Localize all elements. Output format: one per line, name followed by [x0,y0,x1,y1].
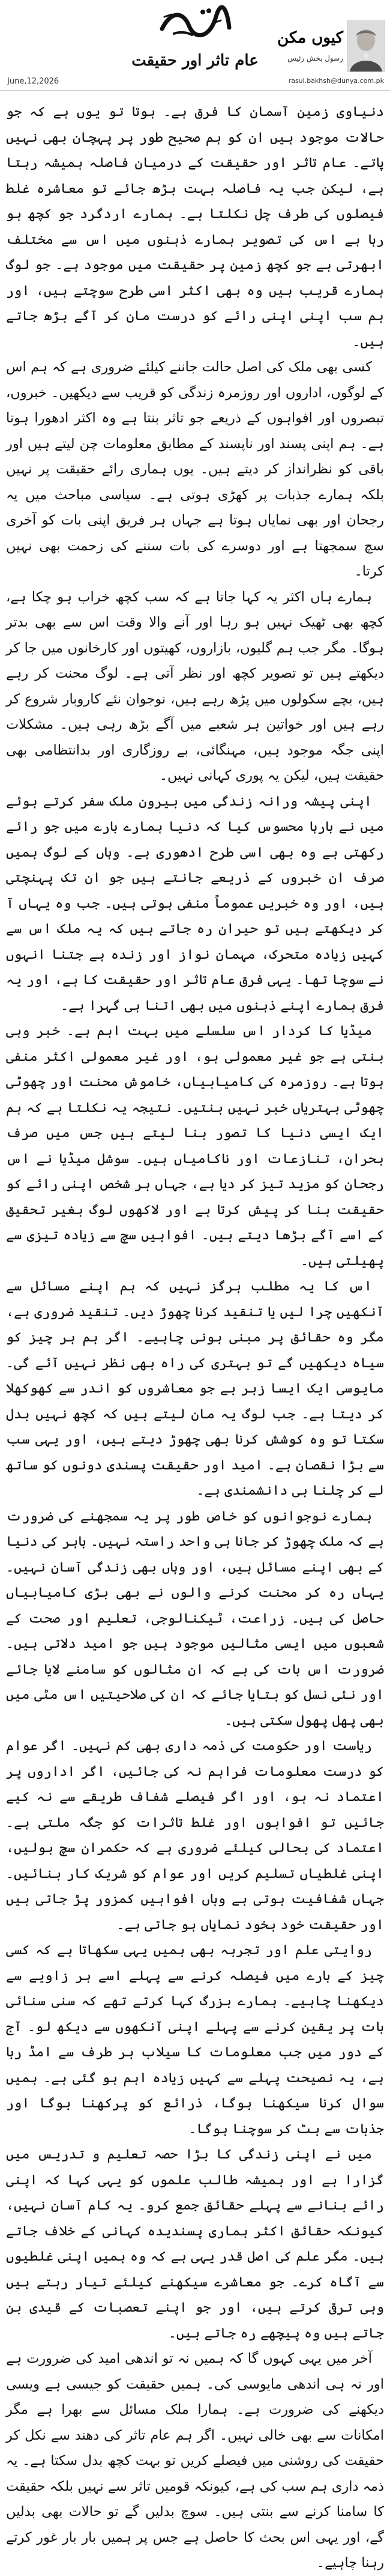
article-paragraph: کسی بھی ملک کی اصل حالت جاننے کیلئے ضروری ہے کہ ہم اس کے لوگوں، اداروں اور روزمرہ زندگی کو قریب سے دیکھیں۔ خبروں، تبصروں اور افواہوں کے ذریعے جو تاثر بنتا ہے وہ اکثر ادھورا ہوتا ہے۔ ہم اپنی پسند اور ناپسند کے مطابق معلومات چن لیتے ہیں اور باقی کو نظرانداز کر دیتے ہیں۔ یوں ہماری رائے حقیقت پر نہیں بلکہ ہمارے جذبات پر کھڑی ہوتی ہے۔ سیاسی مباحث میں یہ رجحان اور بھی نمایاں ہوتا ہے جہاں ہر فریق اپنی بات کو آخری سچ سمجھتا ہے اور دوسرے کی بات سننے کی زحمت بھی نہیں کرتا۔ [6,359,384,579]
article-paragraph: ہمارے نوجوانوں کو خاص طور پر یہ سمجھنے کی ضرورت ہے کہ ملک چھوڑ کر جانا ہی واحد راستہ نہیں۔ باہر کی دنیا کے بھی اپنے مسائل ہیں، اور وہاں بھی زندگی آسان نہیں۔ یہاں رہ کر محنت کرنے والوں نے بھی بڑی کامیابیاں حاصل کی ہیں۔ زراعت، ٹیکنالوجی، تعلیم اور صحت کے شعبوں میں ایسی مثالیں موجود ہیں جو امید دلاتی ہیں۔ ضرورت اس بات کی ہے کہ ان مثالوں کو سامنے لایا جائے اور نئی نسل کو بتایا جائے کہ ان کی صلاحیتیں اس مٹی میں بھی پھل پھول سکتی ہیں۔ [6,1508,384,1728]
article-paragraph: اپنی پیشہ ورانہ زندگی میں بیرون ملک سفر کرتے ہوئے میں نے بارہا محسوس کیا کہ دنیا ہمارے بارے میں جو رائے رکھتی ہے وہ بھی اسی طرح ادھوری ہے۔ وہاں کے لوگ ہمیں صرف ان خبروں کے ذریعے جانتے ہیں جو ان تک پہنچتی ہیں، اور وہ خبریں عموماً منفی ہوتی ہیں۔ جب وہ یہاں آ کر دیکھتے ہیں تو حیران رہ جاتے ہیں کہ یہ ملک اس سے کہیں زیادہ متحرک، مہمان نواز اور زندہ ہے جتنا انہوں نے سوچا تھا۔ یہی فرق عام تاثر اور حقیقت کا ہے، اور یہ فرق ہمارے اپنے ذہنوں میں بھی اتنا ہی گہرا ہے۔ [6,793,384,1013]
article-paragraph: روایتی علم اور تجربہ بھی ہمیں یہی سکھاتا ہے کہ کسی چیز کے بارے میں فیصلہ کرنے سے پہلے اسے ہر زاویے سے دیکھنا چاہیے۔ ہمارے بزرگ کہا کرتے تھے کہ سنی سنائی بات پر یقین کرنے سے پہلے اپنی آنکھوں سے دیکھ لو۔ آج کے دور میں جب معلومات کا سیلاب ہر طرف سے امڈ رہا ہے، یہ نصیحت پہلے سے کہیں زیادہ اہم ہو گئی ہے۔ ہمیں سوال کرنا سیکھنا ہوگا، ذرائع کو پرکھنا ہوگا اور جذبات سے ہٹ کر سوچنا ہوگا۔ [6,1942,384,2137]
publish-date: June,12,2026 [7,77,59,86]
article-paragraph: میں نے اپنی زندگی کا بڑا حصہ تعلیم و تدریس میں گزارا ہے اور ہمیشہ طالب علموں کو یہی کہا کہ اپنی رائے بنانے سے پہلے حقائق جمع کرو۔ یہ کام آسان نہیں، کیونکہ حقائق اکثر ہماری پسندیدہ کہانی کے خلاف جاتے ہیں۔ مگر علم کی اصل قدر یہی ہے کہ وہ ہمیں اپنی غلطیوں سے آگاہ کرے۔ جو معاشرے سیکھنے کیلئے تیار رہتے ہیں وہی ترقی کرتے ہیں، اور جو اپنے تعصبات کے قیدی بن جاتے ہیں وہ پیچھے رہ جاتے ہیں۔ [6,2146,384,2341]
article-paragraph: ہمارے ہاں اکثر یہ کہا جاتا ہے کہ سب کچھ خراب ہو چکا ہے، کچھ بھی ٹھیک نہیں ہو رہا اور آنے والا وقت اس سے بھی بدتر ہوگا۔ مگر جب ہم گلیوں، بازاروں، کھیتوں اور کارخانوں میں جا کر دیکھتے ہیں تو تصویر کچھ اور نظر آتی ہے۔ لوگ محنت کر رہے ہیں، بچے سکولوں میں پڑھ رہے ہیں، نوجوان نئے کاروبار شروع کر رہے ہیں اور خواتین ہر شعبے میں آگے بڑھ رہی ہیں۔ مشکلات اپنی جگہ موجود ہیں، مہنگائی، بے روزگاری اور بدانتظامی بھی حقیقت ہیں، لیکن یہ پوری کہانی نہیں۔ [6,589,384,783]
masthead [0,0,390,72]
author-email[interactable]: rasul.bakhsh@dunya.com.pk [288,77,384,85]
page-title: عام تاثر اور حقیقت [131,52,259,70]
article-body [0,91,390,2576]
article-paragraph: اس کا یہ مطلب ہرگز نہیں کہ ہم اپنے مسائل سے آنکھیں چرا لیں یا تنقید کرنا چھوڑ دیں۔ تنقید ضروری ہے، مگر وہ حقائق پر مبنی ہونی چاہیے۔ اگر ہم ہر چیز کو سیاہ دیکھیں گے تو بہتری کی راہ بھی نظر نہیں آئے گی۔ مایوسی ایک ایسا زہر ہے جو معاشروں کو اندر سے کھوکھلا کر دیتا ہے۔ جب لوگ یہ مان لیتے ہیں کہ کچھ نہیں بدل سکتا تو وہ کوشش کرنا بھی چھوڑ دیتے ہیں، اور یہی سب سے بڑا نقصان ہے۔ امید اور حقیقت پسندی دونوں کو ساتھ لے کر چلنا ہی دانشمندی ہے۔ [6,1278,384,1498]
article-paragraph: ریاست اور حکومت کی ذمہ داری بھی کم نہیں۔ اگر عوام کو درست معلومات فراہم نہ کی جائیں، اگر اداروں پر اعتماد نہ ہو، اور اگر فیصلے شفاف طریقے سے نہ کیے جائیں تو افواہوں اور غلط تاثرات کو جگہ ملتی ہے۔ اعتماد کی بحالی کیلئے ضروری ہے کہ حکمران سچ بولیں، اپنی غلطیاں تسلیم کریں اور عوام کو شریک کار بنائیں۔ جہاں شفافیت ہوتی ہے وہاں افواہیں کمزور پڑ جاتی ہیں اور حقیقت خود بخود نمایاں ہو جاتی ہے۔ [6,1738,384,1933]
article-paragraph: آخر میں یہی کہوں گا کہ ہمیں نہ تو اندھی امید کی ضرورت ہے اور نہ ہی اندھی مایوسی کی۔ ہمیں حقیقت کو جیسی ہے ویسی دیکھنے کی ضرورت ہے۔ ہمارا ملک مسائل سے بھرا ہے مگر امکانات سے بھی خالی نہیں۔ اگر ہم عام تاثر کی دھند سے نکل کر حقیقت کی روشنی میں فیصلے کریں تو بہت کچھ بدل سکتا ہے۔ یہ ذمہ داری ہم سب کی ہے، کیونکہ قومیں تاثر سے نہیں بلکہ حقیقت کا سامنا کرنے سے بنتی ہیں۔ سوچ بدلیں گے تو حالات بھی بدلیں گے، اور یہی اس بحث کا حاصل ہے جس پر ہمیں بار بار غور کرتے رہنا چاہیے۔ [6,2351,384,2571]
logo-brush-icon [156,5,234,41]
newspaper-logo [156,5,234,41]
author-name: رسول بخش رئیس [287,54,343,62]
article-paragraph: میڈیا کا کردار اس سلسلے میں بہت اہم ہے۔ خبر وہی بنتی ہے جو غیر معمولی ہو، اور غیر معمولی اکثر منفی ہوتا ہے۔ روزمرہ کی کامیابیاں، خاموش محنت اور چھوٹی چھوٹی بہتریاں خبر نہیں بنتیں۔ نتیجہ یہ نکلتا ہے کہ ہم ایک ایسی دنیا کا تصور بنا لیتے ہیں جس میں صرف بحران، تنازعات اور ناکامیاں ہیں۔ سوشل میڈیا نے اس رجحان کو مزید تیز کر دیا ہے، جہاں ہر شخص اپنی رائے کو حقیقت بنا کر پیش کرتا ہے اور لاکھوں لوگ بغیر تحقیق کے اسے آگے بڑھا دیتے ہیں۔ افواہیں سچ سے زیادہ تیزی سے پھیلتی ہیں۔ [6,1023,384,1269]
column-name: کیوں مکن [277,29,343,47]
article-paragraph: دنیاوی زمین آسمان کا فرق ہے۔ ہوتا تو یوں ہے کہ جو حالات موجود ہیں ان کو ہم صحیح طور پر پہچان بھی نہیں پاتے۔ عام تاثر اور حقیقت کے درمیان فاصلہ ہمیشہ رہتا ہے، لیکن جب یہ فاصلہ بہت بڑھ جائے تو معاشرہ غلط فیصلوں کی طرف چل نکلتا ہے۔ ہمارے اردگرد جو کچھ ہو رہا ہے اس کی تصویر ہمارے ذہنوں میں اس سے مختلف ابھرتی ہے جو کچھ زمین پر حقیقت میں موجود ہے۔ جو لوگ ہمارے قریب ہیں وہ بھی اکثر اسی طرح سوچتے ہیں، اور ہم سب اپنی اپنی رائے کو درست مان کر آگے بڑھ جاتے ہیں۔ [6,104,384,350]
meta-bar [0,72,390,91]
